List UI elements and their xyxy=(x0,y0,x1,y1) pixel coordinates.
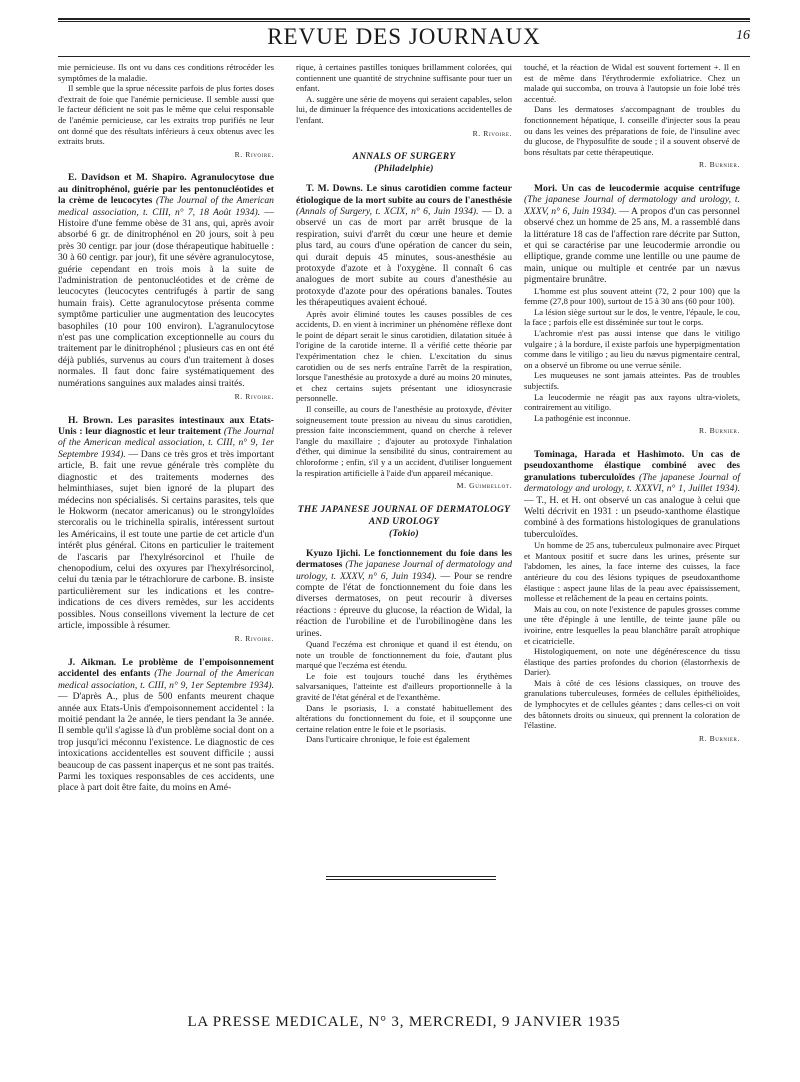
page-title: REVUE DES JOURNAUX xyxy=(267,24,541,49)
paragraph: Quand l'eczéma est chronique et quand il est étendu, on note un trouble de fonctionnement du foie, d'autant plus marqué que l'eczéma est étendu. xyxy=(296,638,512,671)
column-middle xyxy=(296,62,512,745)
paragraph: La leucodermie ne réagit pas aux rayons ultra-violets, contrairement au vitiligo. xyxy=(524,391,740,413)
paragraph: Après avoir éliminé toutes les causes possibles de ces accidents, D. en vient à incriminer un phénomène réflexe dont le point de départ serait le sinus carotidien, dilatation située à l'origine de la carotide interne. Il a vérifié cette théorie par l'expérimentation chez le chien. L'excitation du sinus carotidien ou de ses nerfs entraîne l'arrêt de la respiration, lorsque l'anesthésie au protoxyde a duré au moins 20 minutes, et chez certains sujets présentant une idiosyncrasie personnelle. xyxy=(296,308,512,404)
top-rule xyxy=(58,18,750,20)
article-title: T. M. Downs. Le sinus carotidien comme facteur étiologique de la mort subite au cours de l'anesthésie (Annals of Surgery, t. XCIX, n° 6, Juin 1934). — D. a observé un cas de mort par arrêt brusque de la respiration, suivi d'arrêt du cœur une heure et demie plus tard, au cours d'une opération de cancer du sein, qui durait depuis 45 minutes, sous-anesthésie au protoxyde d'azote et à l'oxygène. Il connaît 6 cas analogues de mort subite au cours d'anesthésie au protoxyde d'azote pour des opérations banales. Toutes les thérapeutiques avaient échoué. xyxy=(296,183,512,309)
article-body: — D. a observé un cas de mort par arrêt brusque de la respiration, suivi d'arrêt du cœur une heure et demie plus tard, au cours d'une opération de cancer du sein, qui durait depuis 45 minutes, sous-anesthésie au protoxyde d'azote et à l'oxygène. Il connaît 6 cas analogues de mort subite au cours d'anesthésie au protoxyde d'azote pour des opérations banales. Toutes les thérapeutiques avaient échoué. xyxy=(296,205,512,309)
author-signature: R. Rivoire. xyxy=(234,149,274,159)
author-signature: R. Burnier. xyxy=(698,160,740,170)
paragraph: L'homme est plus souvent atteint (72, 2 pour 100) que la femme (27,8 pour 100), surtout de 15 à 30 ans (60 pour 100). xyxy=(524,285,740,307)
paragraph: mie pernicieuse. Ils ont vu dans ces conditions rétrocéder les symptômes de la maladie. xyxy=(58,62,274,83)
paragraph: Un homme de 25 ans, tuberculeux pulmonaire avec Pirquet et Mantoux positif et sucre dans les urines, présente sur l'abdomen, les aines, la face interne des cuisses, la face antérieure du cou des lésions typiques de pseudoxanthome élastique : aspect jaune lilas de la peau avec épaississement, mollesse et relâchement de la peau en certains points. xyxy=(524,540,740,604)
article-davidson xyxy=(58,172,274,402)
end-rule xyxy=(326,876,496,877)
paragraph: Mais au cou, on note l'existence de papules grosses comme une tête d'épingle à une lentille, de teinte jaune pâle ou ivoirine, entre lesquelles la peau blanchâtre paraît atrophique et cicatricielle. xyxy=(524,603,740,646)
end-rule-thin xyxy=(326,879,496,880)
article-body: — A propos d'un cas personnel observé chez un homme de 25 ans, M. a rassemblé dans la littérature 18 cas de l'affection rare décrite par Sutton, et qui se caractérise par une leucodermie arrondie ou elliptique, grande comme une lentille ou une paume de main, unique ou multiple et centrée par un nævus pigmentaire brunâtre. xyxy=(524,205,740,286)
paragraph: Le foie est toujours touché dans les érythèmes salvarsaniques, l'atteinte est d'ailleurs proportionnelle à la gravité de l'état général et de l'exanthème. xyxy=(296,670,512,702)
author-signature: R. Rivoire. xyxy=(234,392,274,402)
article-body: — D'après A., plus de 500 enfants meurent chaque année aux Etats-Unis d'empoisonnement accidentel : la moitié pendant la 2e année, le tiers pendant la 3e année. Il semble qu'il s'agisse là d'un problème social dont on a trop jusqu'ici méconnu l'existence. Le diagnostic de ces intoxications accidentelles est souvent difficile ; aussi beaucoup de cas passent inaperçus et ne sont pas traités. Parmi les toxiques responsables de ces accidents, une place à part doit être faite, du moins en Amé- xyxy=(58,691,274,794)
paragraph: touché, et la réaction de Widal est souvent fortement +. Il en est de même dans l'érythrodermie exfoliatrice. Chez un malade qui succomba, on trouva à l'autopsie un foie lobé très accentué. xyxy=(524,62,740,104)
paragraph: Les muqueuses ne sont jamais atteintes. Pas de troubles subjectifs. xyxy=(524,370,740,391)
paragraph: L'achromie n'est pas aussi intense que dans le vitiligo vulgaire ; à la bordure, il existe parfois une hyperpigmentation comme dans le vitiligo ; au lieu du nævus pigmentaire central, on a observé un fibrome ou une verrue sénile. xyxy=(524,327,740,370)
article-title: H. Brown. Les parasites intestinaux aux Etats-Unis : leur diagnostic et leur traitement (The Journal of the American medical association, t. CIII, n° 9, 1er Septembre 1934). — Dans ce très gros et très important article, B. fait une revue générale très complète du diagnostic et des traitements modernes des helminthiases, sujet bien ignoré de la plupart des médecins non spécialisés. Si certains parasites, tels que le Hokworm (necator americanus) ou le strongyloïdes stercoralis ou le trichinella spiralis, intéressent surtout les Américains, il est toute une partie de cet article d'un intérêt plus général. Citons en particulier le traitement de l'ascaris par l'hexylrésorcinol et l'huile de chenopodium, celui des oxyures par l'hexylrésorcinol, celui du tænia par le tétrachlorure de carbone. B. insiste particulièrement sur les indications et les contre-indications de ces divers remèdes, sur les accidents possibles. Nous conseillons vivement la lecture de cet article, impossible à résumer. xyxy=(58,414,274,631)
article-title: J. Aikman. Le problème de l'empoisonnement accidentel des enfants (The Journal of the American medical association, t. CIII, n° 9, 1er Septembre 1934). — D'après A., plus de 500 enfants meurent chaque année aux Etats-Unis d'empoisonnement accidentel : la moitié pendant la 2e année, le tiers pendant la 3e année. Il semble qu'il s'agisse là d'un problème social dont on a trop jusqu'ici méconnu l'existence. Le diagnostic de ces intoxications accidentelles est souvent difficile ; aussi beaucoup de cas passent inaperçus et ne sont pas traités. Parmi les toxiques responsables de ces accidents, une place à part doit être faite, du moins en Amé- xyxy=(58,656,274,794)
author-signature: R. Burnier. xyxy=(698,733,740,743)
paragraph: A. suggère une série de moyens qui seraient capables, selon lui, de diminuer la fréquence des intoxications accidentelles de l'enfant. xyxy=(296,93,512,125)
article-body: — Dans ce très gros et très important article, B. fait une revue générale très complète du diagnostic et des traitements modernes des helminthiases, sujet bien ignoré de la plupart des médecins non spécialisés. Si certains parasites, tels que le Hokworm (necator americanus) ou le strongyloïdes stercoralis ou le trichinella spiralis, intéressent surtout les Américains, il est toute une partie de cet article d'un intérêt plus général. Citons en particulier le traitement de l'ascaris par l'hexylrésorcinol et l'huile de chenopodium, celui des oxyures par l'hexylrésorcinol, celui du tænia par le tétrachlorure de carbone. B. insiste particulièrement sur les indications et les contre-indications de ces divers remèdes, sur les accidents possibles. Nous conseillons vivement la lecture de cet article, impossible à résumer. xyxy=(58,448,274,631)
article-reference: (The Journal of the American medical association, t. CIII, n° 9, 1er Septembre 1934). xyxy=(58,426,274,460)
article-ijichi xyxy=(296,548,512,745)
article-title: Tominaga, Harada et Hashimoto. Un cas de pseudoxanthome élastique combiné avec des granulations tuberculoïdes (The japanese Journal of dermatology and urology, t. XXXVI, n° 1, Juillet 1934). — T., H. et H. ont observé un cas analogue à celui que Welti décrivit en 1931 : un pseudo-xanthome élastique combiné à des formations histologiques de granulations tuberculoïdes. xyxy=(524,448,740,540)
article-title: Kyuzo Ijichi. Le fonctionnement du foie dans les dermatoses (The japanese Journal of dermatology and urology, t. XXXV, n° 6, Juin 1934). — Pour se rendre compte de l'état de fonctionnement du foie dans les diverses dermatoses, on peut recourir à diverses réactions : épreuve du glucose, la réaction de Widal, la réaction de l'urobiline et de l'urobilinogène dans les urines. xyxy=(296,547,512,639)
paragraph: Dans les dermatoses s'accompagnant de troubles du fonctionnement hépatique, I. conseille d'injecter sous la peau ou dans les veines des préparations de foie, de l'insuline avec du glucose, de l'hyposulfite de soude ; il a souvent observé de bons résultats par cette thérapeutique. xyxy=(524,104,740,157)
paragraph: rique, à certaines pastilles toniques brillamment colorées, qui contiennent une quantité de strychnine suffisante pour tuer un enfant. xyxy=(296,62,512,94)
author-signature: R. Rivoire. xyxy=(472,128,512,138)
journal-page xyxy=(58,0,750,1082)
author-signature: M. Guimbellot. xyxy=(456,481,512,491)
column-left xyxy=(58,62,274,794)
article-body: — Pour se rendre compte de l'état de fonctionnement du foie dans les diverses dermatoses, on peut recourir à diverses réactions : épreuve du glucose, la réaction de Widal, la réaction de l'urobiline et de l'urobilinogène dans les urines. xyxy=(296,570,512,639)
author-signature: R. Burnier. xyxy=(698,426,740,436)
paragraph: Dans le psoriasis, I. a constaté habituellement des altérations du fonctionnement du foie, et il soupçonne une certaine relation entre le foie et le psoriasis. xyxy=(296,702,512,734)
article-reference: (The Journal of the American medical association, t. CIII, n° 9, 1er Septembre 1934). xyxy=(58,668,274,691)
article-reference: (The japanese Journal of dermatology and urology, t. XXXVI, n° 1, Juillet 1934). xyxy=(524,471,740,495)
article-downs xyxy=(296,183,512,492)
column-right xyxy=(524,62,740,752)
journal-heading: THE JAPANESE JOURNAL OF DERMATOLOGY AND UROLOGY (Tokio) xyxy=(297,504,511,539)
article-title: E. Davidson et M. Shapiro. Agranulocytose due au dinitrophénol, guérie par les pentonucléotides et la crème de leucocytes (The Journal of the American medical association, t. CIII, n° 7, 18 Août 1934). — Histoire d'une femme obèse de 31 ans, qui, après avoir absorbé 6 gr. de dinitrophénol en 20 jours, soit à peu près 30 centigr. par jour (dose thérapeutique habituelle : 30 à 60 centigr. par jour), fit une sévère agranulocytose, guérie cependant en trois mois à la suite de l'administration de pentonucléotides et de crème de leucocytes (leucocytes centrifugés à partir de sang humain frais). Cette agranulocytose présenta comme symptôme particulier une augmentation des leucocytes basophiles (10 pour 100 environ). L'agranulocytose n'est pas une complication exceptionnelle au cours du traitement par le dinitrophénol ; plusieurs cas en ont été déjà publiés, survenus au cours d'un traitement à doses normales. Il faut donc faire systématiquement des numérations sanguines aux malades ainsi traités. xyxy=(58,172,274,389)
paragraph: Dans l'urticaire chronique, le foie est également xyxy=(306,734,471,745)
article-body: — T., H. et H. ont observé un cas analogue à celui que Welti décrivit en 1931 : un pseudo-xanthome élastique combiné à des formations histologiques de granulations tuberculoïdes. xyxy=(524,494,740,540)
page-number: 16 xyxy=(736,28,750,43)
paragraph: Histologiquement, on note une dégénérescence du tissu élastique des parties profondes du chorion (élastorrhexis de Darier). xyxy=(524,646,740,678)
article-reference: (The japanese Journal of dermatology and urology, t. XXXV, n° 6, Juin 1934). xyxy=(524,194,740,217)
top-rule-thin xyxy=(58,21,750,22)
page-footer: LA PRESSE MEDICALE, N° 3, MERCREDI, 9 JANVIER 1935 xyxy=(187,1014,621,1030)
author-signature: R. Rivoire. xyxy=(234,634,274,644)
article-body: — Histoire d'une femme obèse de 31 ans, qui, après avoir absorbé 6 gr. de dinitrophénol en 20 jours, soit à peu près 30 centigr. par jour (dose thérapeutique habituelle : 30 à 60 centigr. par jour), fit une sévère agranulocytose, guérie cependant en trois mois à la suite de l'administration de pentonucléotides et de crème de leucocytes (leucocytes centrifugés à partir de sang humain frais). Cette agranulocytose présenta comme symptôme particulier une augmentation des leucocytes basophiles (10 pour 100 environ). L'agranulocytose n'est pas une complication exceptionnelle au cours du traitement par le dinitrophénol ; plusieurs cas en ont été déjà publiés, survenus au cours d'un traitement à doses normales. Il faut donc faire systématiquement des numérations sanguines aux malades ainsi traités. xyxy=(58,206,274,389)
paragraph: Il conseille, au cours de l'anesthésie au protoxyde, d'éviter soigneusement toute pression au niveau du sinus carotidien, pression faite inconsciemment, quand on cherche à relever l'angle du maxillaire ; d'ajouter au protoxyde l'inhalation d'éther, qui diminue la sensibilité du sinus, contrairement au chloroforme ; enfin, s'il y a un accident, d'utiliser longuement la respiration artificielle à l'aide d'un appareil mécanique. xyxy=(296,403,512,478)
journal-heading: ANNALS OF SURGERY (Philadelphie) xyxy=(352,152,456,175)
paragraph: La lésion siège surtout sur le dos, le ventre, l'épaule, le cou, la face ; parfois elle est disséminée sur tout le corps. xyxy=(524,306,740,328)
article-aikman xyxy=(58,657,274,794)
article-brown xyxy=(58,415,274,645)
header-rule xyxy=(58,56,750,57)
article-reference: (Annals of Surgery, t. XCIX, n° 6, Juin 1934). xyxy=(296,205,479,217)
article-title: Mori. Un cas de leucodermie acquise centrifuge (The japanese Journal of dermatology and urology, t. XXXV, n° 6, Juin 1934). — A propos d'un cas personnel observé chez un homme de 25 ans, M. a rassemblé dans la littérature 18 cas de l'affection rare décrite par Sutton, et qui se caractérise par une leucodermie arrondie ou elliptique, grande comme une lentille ou une paume de main, unique ou multiple et centrée par un nævus pigmentaire brunâtre. xyxy=(524,182,740,286)
article-reference: (The japanese Journal of dermatology and urology, t. XXXV, n° 6, Juin 1934). xyxy=(296,559,512,582)
article-mori xyxy=(524,183,740,437)
paragraph: Il semble que la sprue nécessite parfois de plus fortes doses d'extrait de foie que l'anémie pernicieuse. Il semble aussi que le facteur déficient ne soit pas le même que celui responsable de l'anémie pernicieuse, car les extraits trop purifiés ne leur ont donné que des résultats inférieurs à ceux obtenus avec les extraits bruts. xyxy=(58,83,274,147)
article-tominaga xyxy=(524,449,740,745)
article-reference: (The Journal of the American medical association, t. CIII, n° 7, 18 Août 1934). xyxy=(58,195,274,218)
paragraph: Mais à côté de ces lésions classiques, on trouve des granulations tuberculeuses, formées de cellules épithélioïdes, de lymphocytes et de cellules géantes ; dans celles-ci on voit des bâtonnets droits ou sinueux, qui prennent la coloration de l'élastine. xyxy=(524,677,740,731)
paragraph: La pathogénie est inconnue. xyxy=(534,412,631,423)
